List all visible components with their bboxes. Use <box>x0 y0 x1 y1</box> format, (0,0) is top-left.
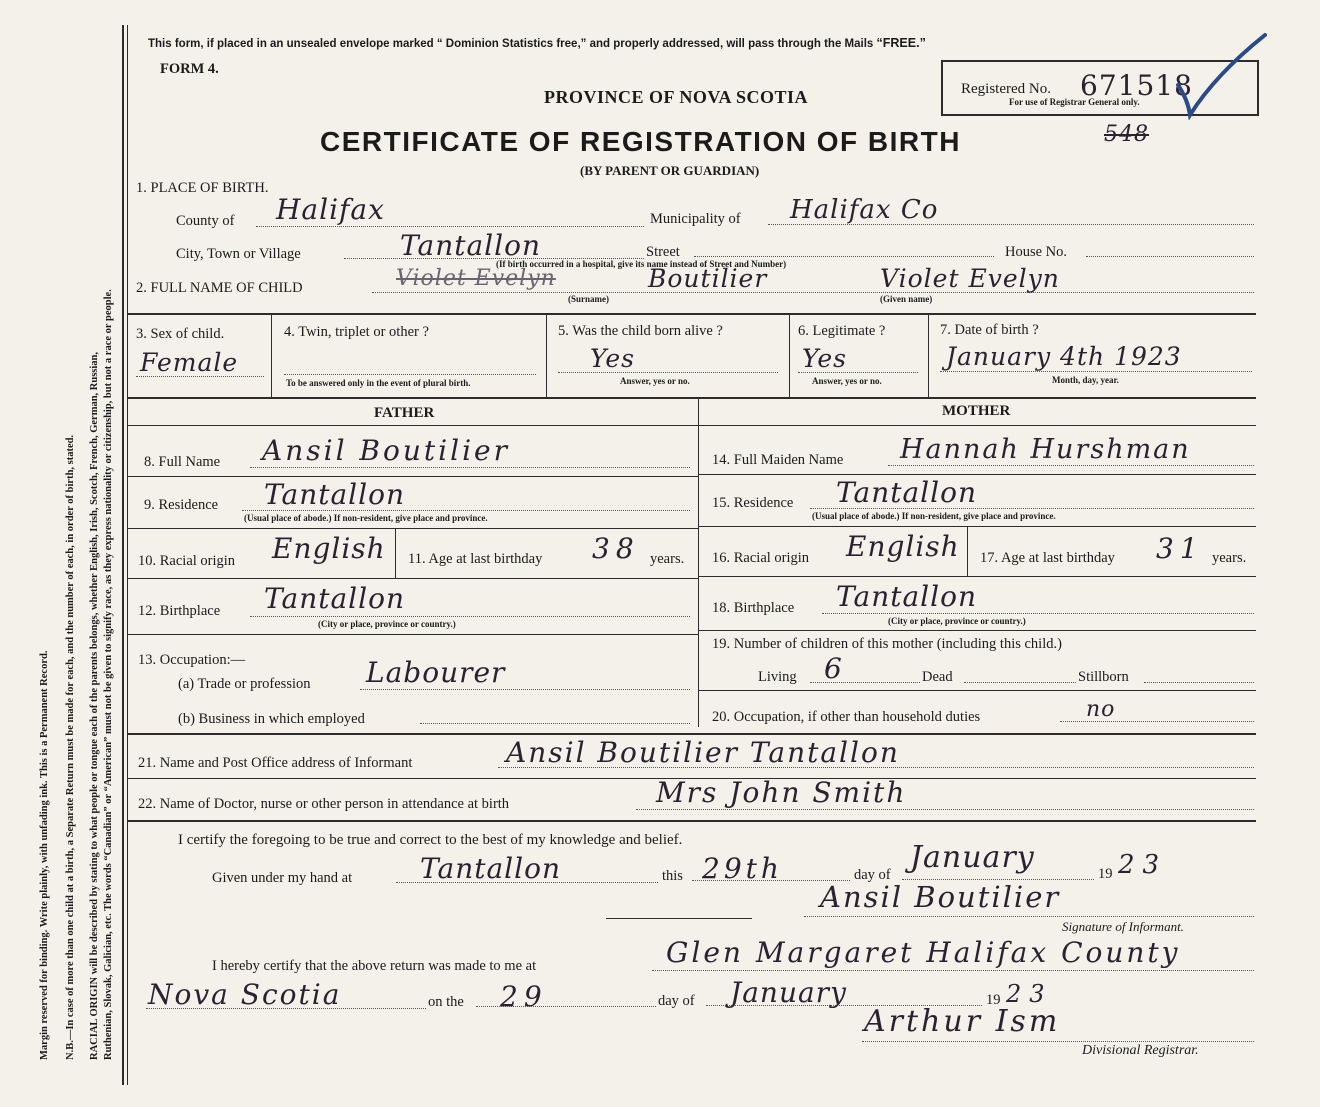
father-name: Ansil Boutilier <box>262 434 510 467</box>
rule-mother-2 <box>698 526 1256 527</box>
dob-label: 7. Date of birth ? <box>940 322 1039 338</box>
rule-row3-v3 <box>789 313 790 397</box>
house-number-line <box>1086 256 1254 257</box>
county-label: County of <box>176 213 235 229</box>
rule-parents-bottom <box>128 733 1256 735</box>
registrar-month: January <box>730 976 847 1009</box>
certify-statement: I certify the foregoing to be true and correct to the best of my knowledge and belief. <box>178 832 683 848</box>
registrar-year: 23 <box>1006 980 1053 1008</box>
signature-left-rule <box>606 918 752 919</box>
given-name-caption: (Given name) <box>880 294 933 304</box>
twin-note: To be answered only in the event of plural birth. <box>286 378 471 388</box>
mother-residence-note: (Usual place of abode.) If non-resident, give place and province. <box>812 511 1056 521</box>
legitimate-value: Yes <box>802 344 847 373</box>
rule-mother-3 <box>698 576 1256 577</box>
mother-birthplace: Tantallon <box>836 580 977 613</box>
born-alive-note: Answer, yes or no. <box>620 376 690 386</box>
twin-label: 4. Twin, triplet or other ? <box>284 324 429 340</box>
sex-value: Female <box>140 348 239 377</box>
certify-year-prefix: 19 <box>1098 866 1113 882</box>
mother-residence-label: 15. Residence <box>712 495 794 511</box>
municipality-label: Municipality of <box>650 211 741 227</box>
registrar-caption: Divisional Registrar. <box>1082 1043 1199 1058</box>
rule-parents-divider <box>698 397 699 727</box>
hospital-note: (If birth occurred in a hospital, give its name instead of Street and Number) <box>496 259 787 269</box>
municipality-value: Halifax Co <box>790 195 939 225</box>
rule-mother-4 <box>698 630 1256 631</box>
informant-signature: Ansil Boutilier <box>820 880 1061 914</box>
informant-label: 21. Name and Post Office address of Informant <box>138 755 413 771</box>
father-trade: Labourer <box>366 656 506 689</box>
doctor-line <box>636 809 1254 810</box>
registrar-day-of-label: day of <box>658 993 695 1009</box>
rule-parents-head <box>128 425 1256 426</box>
child-struck-name: Violet Evelyn <box>396 266 556 291</box>
registrar-signature-line <box>862 1041 1254 1042</box>
father-birthplace-line <box>250 616 690 617</box>
born-alive-label: 5. Was the child born alive ? <box>558 323 723 339</box>
informant-signature-caption: Signature of Informant. <box>1062 919 1184 934</box>
mother-name: Hannah Hurshman <box>900 434 1191 465</box>
child-given-name: Violet Evelyn <box>880 264 1060 293</box>
certify-given-label: Given under my hand at <box>212 870 353 886</box>
registrar-day: 29 <box>500 980 548 1013</box>
dob-note: Month, day, year. <box>1052 375 1119 385</box>
rule-row3-top <box>128 313 1256 315</box>
informant-signature-line <box>804 916 1254 917</box>
registrar-place-2-line <box>146 1008 426 1009</box>
rule-row3-v2 <box>546 313 547 397</box>
child-name-line <box>372 292 1254 293</box>
mail-notice: This form, if placed in an unsealed envelope marked “ Dominion Statistics free,” and properly addressed, will pass through the Mails “FREE.” <box>148 36 926 50</box>
father-residence-label: 9. Residence <box>144 497 219 513</box>
dob-value: January 4th 1923 <box>946 342 1182 371</box>
mother-dead-label: Dead <box>922 669 953 685</box>
mother-heading: MOTHER <box>942 403 1011 419</box>
binding-margin-line-inner <box>127 25 128 1085</box>
certify-month: January <box>910 840 1035 875</box>
margin-note-binding: Margin reserved for binding. Write plainly, with unfading ink. This is a Permanent Record. <box>39 650 50 1060</box>
mother-birthplace-note: (City or place, province or country.) <box>888 616 1026 626</box>
father-birthplace: Tantallon <box>264 582 405 615</box>
old-registration-number: 548 <box>1104 122 1149 147</box>
rule-father-3 <box>128 578 698 579</box>
mother-age: 31 <box>1156 532 1204 565</box>
father-name-line <box>250 467 690 468</box>
registrar-place: Glen Margaret Halifax County <box>666 936 1181 969</box>
registrar-place-2: Nova Scotia <box>148 978 342 1011</box>
city-label: City, Town or Village <box>176 246 301 262</box>
registration-number: 671518 <box>1080 69 1193 102</box>
dob-line <box>940 371 1252 372</box>
registrar-statement: I hereby certify that the above return was made to me at <box>212 958 537 974</box>
born-alive-value: Yes <box>590 344 635 373</box>
county-line <box>256 226 644 227</box>
mother-birthplace-label: 18. Birthplace <box>712 600 795 616</box>
certify-place: Tantallon <box>420 852 561 885</box>
check-mark-icon <box>1170 30 1270 120</box>
rule-row3-bottom <box>128 397 1256 399</box>
twin-line <box>284 374 536 375</box>
mother-stillborn-line <box>1144 682 1254 683</box>
legitimate-note: Answer, yes or no. <box>812 376 882 386</box>
father-birthplace-note: (City or place, province or country.) <box>318 619 456 629</box>
mother-occupation-label: 20. Occupation, if other than household duties <box>712 709 981 725</box>
registrar-year-prefix: 19 <box>986 992 1001 1008</box>
informant-value: Ansil Boutilier Tantallon <box>506 736 900 769</box>
house-number-label: House No. <box>1005 244 1068 260</box>
street-line <box>694 256 994 257</box>
father-business-label: (b) Business in which employed <box>178 711 365 727</box>
father-trade-line <box>360 689 690 690</box>
mother-living: 6 <box>824 652 843 685</box>
mother-racial-label: 16. Racial origin <box>712 550 810 566</box>
sex-line <box>136 376 264 377</box>
father-heading: FATHER <box>374 405 435 421</box>
certify-this-label: this <box>662 868 683 884</box>
mother-dead-line <box>964 682 1076 683</box>
mother-years: years. <box>1212 550 1247 566</box>
mother-children-label: 19. Number of children of this mother (including this child.) <box>712 636 1062 652</box>
rule-mother-5 <box>698 690 1256 691</box>
father-age: 38 <box>592 532 640 565</box>
father-residence: Tantallon <box>264 478 405 511</box>
registration-note: For use of Registrar General only. <box>1009 97 1140 107</box>
father-business-line <box>420 723 690 724</box>
surname-caption: (Surname) <box>568 294 609 304</box>
father-name-label: 8. Full Name <box>144 454 221 470</box>
province-heading: PROVINCE OF NOVA SCOTIA <box>544 87 809 107</box>
doctor-value: Mrs John Smith <box>656 776 907 809</box>
mother-age-label: 17. Age at last birthday <box>980 550 1115 566</box>
rule-row3-v4 <box>928 313 929 397</box>
street-label: Street <box>646 244 680 260</box>
mother-stillborn-label: Stillborn <box>1078 669 1129 685</box>
father-years: years. <box>650 551 685 567</box>
mother-racial: English <box>846 530 960 563</box>
certify-year: 23 <box>1118 850 1168 880</box>
mother-living-label: Living <box>758 669 797 685</box>
child-surname: Boutilier <box>648 264 768 293</box>
margin-note-racial-origin: RACIAL ORIGIN will be described by stating to what people or tongue each of the parents belongs, whether English, Irish, Scotch, French, German, Russian, <box>89 351 100 1060</box>
father-racial: English <box>272 532 386 565</box>
city-value: Tantallon <box>400 229 541 262</box>
father-trade-label: (a) Trade or profession <box>178 676 311 692</box>
registrar-place-line <box>652 970 1254 971</box>
registrar-signature: Arthur Ism <box>864 1004 1061 1039</box>
rule-father-1 <box>128 476 698 477</box>
rule-row3-v1 <box>271 313 272 397</box>
rule-father-2 <box>128 528 698 529</box>
father-age-label: 11. Age at last birthday <box>408 551 543 567</box>
mother-occupation: no <box>1086 697 1116 722</box>
legitimate-line <box>798 372 918 373</box>
sex-label: 3. Sex of child. <box>136 326 225 342</box>
certify-day-of-label: day of <box>854 867 891 883</box>
mother-birthplace-line <box>822 613 1254 614</box>
born-alive-line <box>558 372 778 373</box>
mother-name-label: 14. Full Maiden Name <box>712 452 844 468</box>
doctor-label: 22. Name of Doctor, nurse or other person in attendance at birth <box>138 796 510 812</box>
rule-mother-racial-v <box>967 526 968 576</box>
father-racial-label: 10. Racial origin <box>138 553 236 569</box>
mother-name-line <box>888 465 1254 466</box>
place-of-birth-heading: 1. PLACE OF BIRTH. <box>136 180 269 196</box>
page-subtitle: (BY PARENT OR GUARDIAN) <box>580 163 760 178</box>
mother-residence: Tantallon <box>836 476 977 509</box>
rule-doctor <box>128 820 1256 822</box>
registration-label: Registered No. <box>961 81 1051 97</box>
rule-mother-1 <box>698 474 1256 475</box>
rule-father-racial-v <box>395 528 396 578</box>
certify-day: 29th <box>702 852 783 885</box>
registrar-on-the-label: on the <box>428 994 464 1010</box>
margin-note-plural-birth: N.B.—In case of more than one child at a birth, a Separate Return must be made for each, and the number of each, in order of birth, stated. <box>65 434 76 1060</box>
child-name-label: 2. FULL NAME OF CHILD <box>136 280 303 296</box>
father-occupation-label: 13. Occupation:— <box>138 652 246 668</box>
margin-note-racial-origin-2: Ruthenian, Slovak, Galician, etc. The words “Canadian” or “American” must not be given to signify race, as they express nationality or citizenship, but not a race or people. <box>103 289 114 1060</box>
legitimate-label: 6. Legitimate ? <box>798 323 886 339</box>
binding-margin-line <box>122 25 124 1085</box>
county-value: Halifax <box>276 193 385 226</box>
page-title: CERTIFICATE OF REGISTRATION OF BIRTH <box>320 126 961 157</box>
father-birthplace-label: 12. Birthplace <box>138 603 221 619</box>
father-residence-note: (Usual place of abode.) If non-resident, give place and province. <box>244 513 488 523</box>
form-number: FORM 4. <box>160 61 219 77</box>
rule-father-4 <box>128 634 698 635</box>
